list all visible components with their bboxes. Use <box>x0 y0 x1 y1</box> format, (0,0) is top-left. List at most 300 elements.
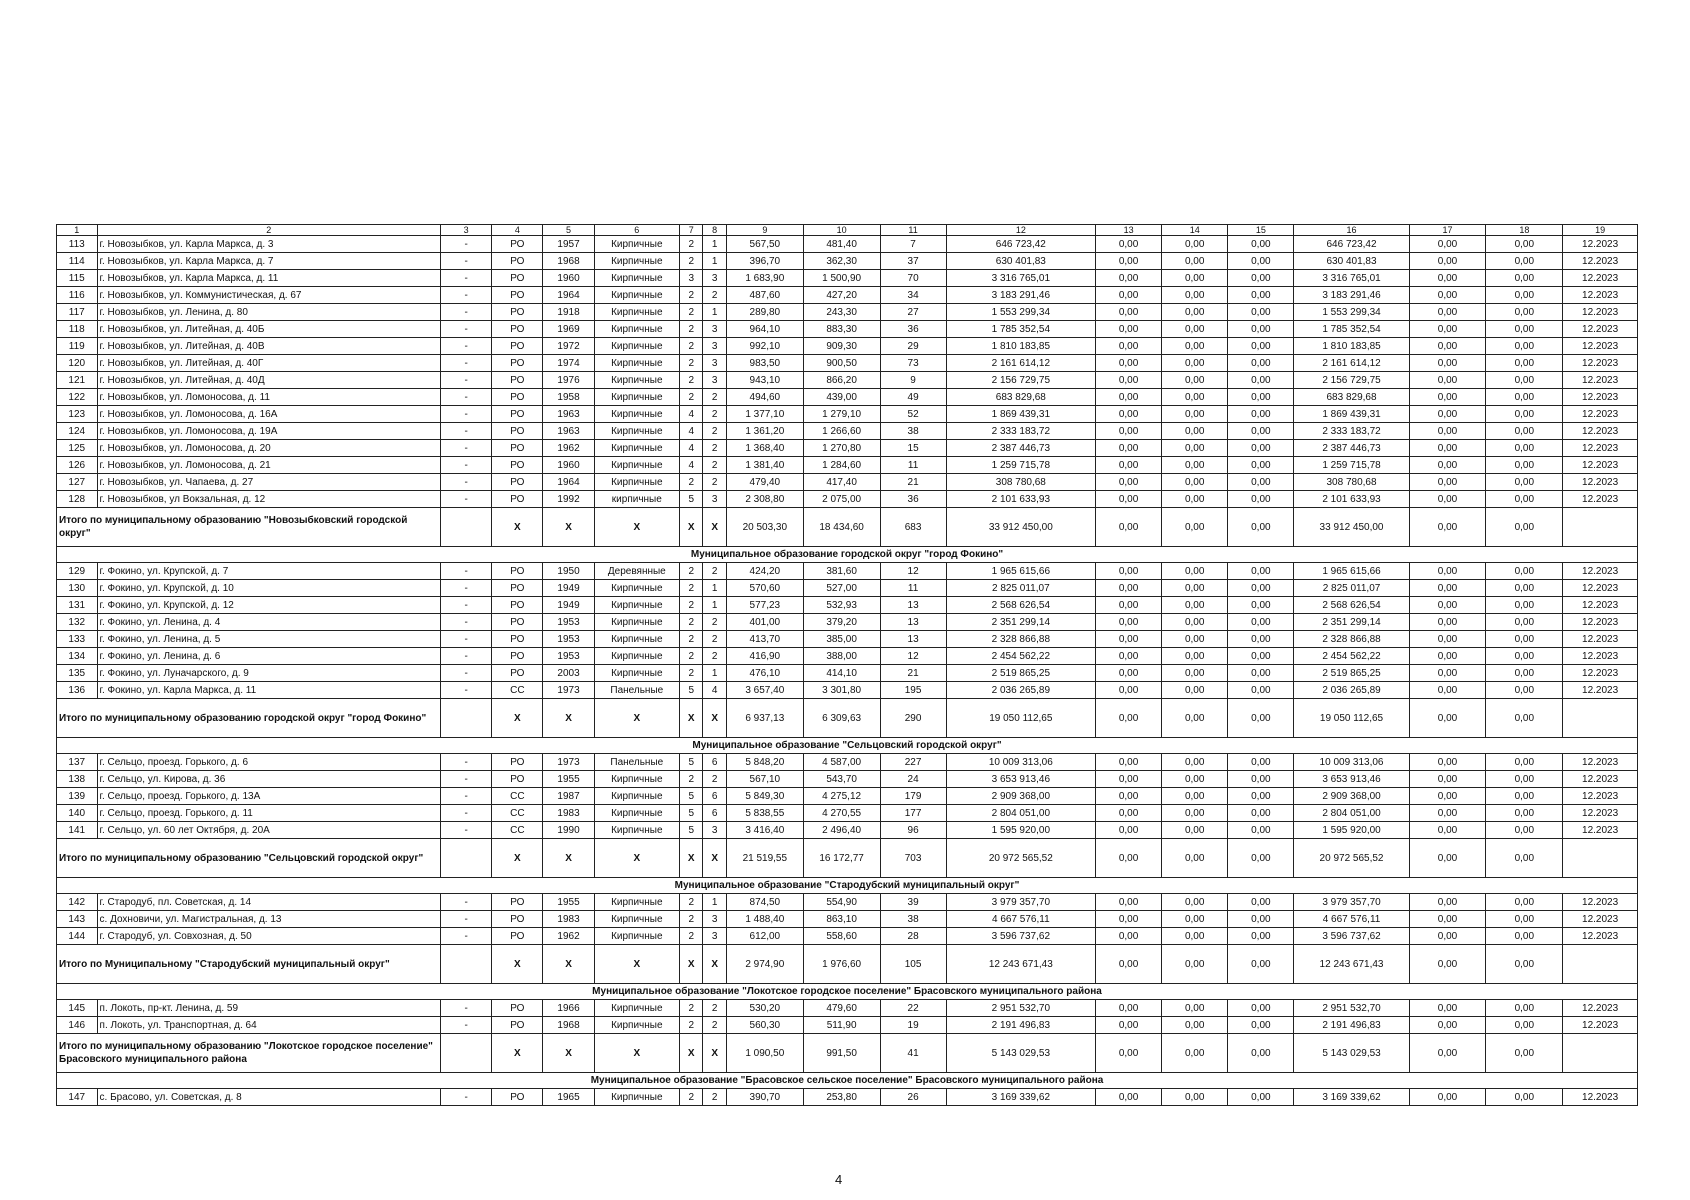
table-cell: 1 595 920,00 <box>1294 822 1409 839</box>
table-cell: 2 101 633,93 <box>1294 491 1409 508</box>
table-cell: 0,00 <box>1486 682 1563 699</box>
total-cell: X <box>543 508 594 547</box>
table-cell: Кирпичные <box>594 321 679 338</box>
table-cell: Кирпичные <box>594 389 679 406</box>
table-cell: 0,00 <box>1228 788 1294 805</box>
table-cell: 2 <box>679 928 702 945</box>
table-cell: 560,30 <box>726 1017 803 1034</box>
total-cell: 0,00 <box>1409 699 1486 738</box>
table-cell: - <box>441 270 492 287</box>
total-cell: X <box>543 839 594 878</box>
table-cell: 511,90 <box>803 1017 880 1034</box>
row-number-cell: 124 <box>57 423 98 440</box>
table-cell: РО <box>492 253 543 270</box>
table-cell: 0,00 <box>1228 423 1294 440</box>
table-cell: 476,10 <box>726 665 803 682</box>
table-cell: 4 275,12 <box>803 788 880 805</box>
table-cell: 0,00 <box>1486 355 1563 372</box>
table-cell: 1 785 352,54 <box>1294 321 1409 338</box>
table-cell: 21 <box>880 474 946 491</box>
table-cell: 38 <box>880 423 946 440</box>
table-cell: 1 553 299,34 <box>946 304 1095 321</box>
table-cell: 0,00 <box>1162 665 1228 682</box>
table-cell: 0,00 <box>1162 389 1228 406</box>
table-cell: 15 <box>880 440 946 457</box>
table-cell: 1968 <box>543 1017 594 1034</box>
table-cell: Кирпичные <box>594 631 679 648</box>
table-cell: 0,00 <box>1228 911 1294 928</box>
table-cell: 12.2023 <box>1563 894 1638 911</box>
table-cell: 1 595 920,00 <box>946 822 1095 839</box>
table-cell: - <box>441 1017 492 1034</box>
table-cell: 0,00 <box>1486 928 1563 945</box>
table-cell: 0,00 <box>1486 580 1563 597</box>
table-cell: 0,00 <box>1228 338 1294 355</box>
table-cell: 3 183 291,46 <box>1294 287 1409 304</box>
table-cell: РО <box>492 389 543 406</box>
table-cell: Кирпичные <box>594 1017 679 1034</box>
table-cell: 12.2023 <box>1563 372 1638 389</box>
table-cell: - <box>441 491 492 508</box>
table-row <box>57 270 1638 287</box>
table-cell: 2 161 614,12 <box>1294 355 1409 372</box>
table-cell: 646 723,42 <box>946 236 1095 253</box>
total-label: Итого по Муниципальному "Стародубский муниципальный округ" <box>57 945 441 984</box>
total-row <box>57 699 1638 738</box>
table-cell: 2 <box>703 1000 726 1017</box>
table-cell: 2 <box>703 563 726 580</box>
table-cell: - <box>441 236 492 253</box>
page-number: 4 <box>835 1172 843 1187</box>
table-cell: 24 <box>880 771 946 788</box>
table-cell: 0,00 <box>1162 423 1228 440</box>
table-cell: Кирпичные <box>594 911 679 928</box>
table-cell: 2 <box>679 474 702 491</box>
total-label: Итого по муниципальному образованию "Сельцовский городской округ" <box>57 839 441 878</box>
table-cell: 0,00 <box>1409 355 1486 372</box>
table-cell: 0,00 <box>1162 406 1228 423</box>
table-cell: 12.2023 <box>1563 805 1638 822</box>
building-register-table <box>56 224 1638 1106</box>
table-cell: Кирпичные <box>594 440 679 457</box>
table-cell: Кирпичные <box>594 355 679 372</box>
total-cell: 0,00 <box>1228 945 1294 984</box>
table-cell: 12 <box>880 563 946 580</box>
table-cell: 2 333 183,72 <box>1294 423 1409 440</box>
row-number-cell: 126 <box>57 457 98 474</box>
row-number-cell: 135 <box>57 665 98 682</box>
total-cell: 991,50 <box>803 1034 880 1073</box>
total-cell: X <box>543 945 594 984</box>
address-cell: г. Новозыбков, ул. Литейная, д. 40Д <box>97 372 441 389</box>
table-cell: 0,00 <box>1409 321 1486 338</box>
table-cell: 3 416,40 <box>726 822 803 839</box>
table-cell: 0,00 <box>1409 822 1486 839</box>
total-cell: X <box>679 1034 702 1073</box>
table-row <box>57 1089 1638 1106</box>
table-cell: 2 951 532,70 <box>1294 1000 1409 1017</box>
row-number-cell: 146 <box>57 1017 98 1034</box>
table-row <box>57 665 1638 682</box>
section-title-row <box>57 1073 1638 1089</box>
column-number-cell: 19 <box>1563 225 1638 236</box>
total-cell: 0,00 <box>1228 839 1294 878</box>
table-row <box>57 321 1638 338</box>
table-cell: Кирпичные <box>594 372 679 389</box>
table-cell: 4 667 576,11 <box>1294 911 1409 928</box>
table-cell: 0,00 <box>1096 771 1162 788</box>
table-cell: 2 328 866,88 <box>1294 631 1409 648</box>
table-cell: 2 <box>679 580 702 597</box>
row-number-cell: 139 <box>57 788 98 805</box>
table-cell: 487,60 <box>726 287 803 304</box>
table-cell: 12.2023 <box>1563 648 1638 665</box>
total-cell: 20 503,30 <box>726 508 803 547</box>
table-cell: 4 587,00 <box>803 754 880 771</box>
section-title-row <box>57 738 1638 754</box>
row-number-cell: 118 <box>57 321 98 338</box>
table-cell: РО <box>492 236 543 253</box>
table-cell: 2 <box>679 1000 702 1017</box>
address-cell: г. Новозыбков, ул. Литейная, д. 40В <box>97 338 441 355</box>
table-cell: 12.2023 <box>1563 822 1638 839</box>
table-cell: 4 <box>679 457 702 474</box>
table-cell: 2 191 496,83 <box>1294 1017 1409 1034</box>
address-cell: г. Новозыбков, ул. Чапаева, д. 27 <box>97 474 441 491</box>
table-cell: 1969 <box>543 321 594 338</box>
table-cell: 29 <box>880 338 946 355</box>
table-cell: 0,00 <box>1096 474 1162 491</box>
table-cell: 2 <box>703 631 726 648</box>
table-cell: 1 869 439,31 <box>946 406 1095 423</box>
table-cell: 396,70 <box>726 253 803 270</box>
column-number-cell: 8 <box>703 225 726 236</box>
total-cell: X <box>679 508 702 547</box>
total-cell: 12 243 671,43 <box>1294 945 1409 984</box>
column-number-cell: 13 <box>1096 225 1162 236</box>
table-cell: - <box>441 631 492 648</box>
total-row <box>57 945 1638 984</box>
table-cell: Кирпичные <box>594 236 679 253</box>
table-cell: Кирпичные <box>594 788 679 805</box>
table-cell: - <box>441 1000 492 1017</box>
total-cell: 19 050 112,65 <box>1294 699 1409 738</box>
row-number-cell: 143 <box>57 911 98 928</box>
table-cell: 2 075,00 <box>803 491 880 508</box>
table-cell: 1 279,10 <box>803 406 880 423</box>
column-number-cell: 1 <box>57 225 98 236</box>
table-cell: 0,00 <box>1162 754 1228 771</box>
section-title: Муниципальное образование "Брасовское сельское поселение" Брасовского муниципального района <box>57 1073 1638 1089</box>
address-cell: г. Сельцо, ул. 60 лет Октября, д. 20А <box>97 822 441 839</box>
total-cell: 0,00 <box>1162 945 1228 984</box>
table-cell: 5 <box>679 491 702 508</box>
total-cell: 0,00 <box>1228 699 1294 738</box>
table-cell: 34 <box>880 287 946 304</box>
row-number-cell: 144 <box>57 928 98 945</box>
table-cell: 0,00 <box>1096 355 1162 372</box>
table-cell: 0,00 <box>1096 491 1162 508</box>
table-cell: 0,00 <box>1228 754 1294 771</box>
table-cell: РО <box>492 771 543 788</box>
column-number-cell: 4 <box>492 225 543 236</box>
table-cell: 964,10 <box>726 321 803 338</box>
table-row <box>57 788 1638 805</box>
table-cell: 2 <box>679 355 702 372</box>
table-cell: 10 009 313,06 <box>1294 754 1409 771</box>
table-cell: 0,00 <box>1096 372 1162 389</box>
row-number-cell: 114 <box>57 253 98 270</box>
table-cell: 1 <box>703 665 726 682</box>
table-cell: 2 825 011,07 <box>946 580 1095 597</box>
total-cell: 19 050 112,65 <box>946 699 1095 738</box>
table-cell: 3 <box>703 321 726 338</box>
table-cell: 0,00 <box>1162 563 1228 580</box>
table-cell: 0,00 <box>1486 491 1563 508</box>
table-cell: 0,00 <box>1096 270 1162 287</box>
table-cell: 2 351 299,14 <box>1294 614 1409 631</box>
table-cell: 0,00 <box>1486 287 1563 304</box>
total-cell: X <box>492 699 543 738</box>
table-cell: 0,00 <box>1096 253 1162 270</box>
table-cell: 0,00 <box>1409 771 1486 788</box>
table-cell: РО <box>492 491 543 508</box>
table-cell: 866,20 <box>803 372 880 389</box>
table-cell: 3 <box>703 270 726 287</box>
table-cell: 0,00 <box>1162 304 1228 321</box>
table-cell: 2 351 299,14 <box>946 614 1095 631</box>
table-cell: 0,00 <box>1228 304 1294 321</box>
table-cell: 2 <box>703 423 726 440</box>
table-cell: 4 <box>703 682 726 699</box>
table-row <box>57 805 1638 822</box>
table-cell: 0,00 <box>1228 406 1294 423</box>
column-number-cell: 5 <box>543 225 594 236</box>
total-cell: 5 143 029,53 <box>1294 1034 1409 1073</box>
table-cell: 0,00 <box>1486 648 1563 665</box>
column-number-cell: 17 <box>1409 225 1486 236</box>
table-row <box>57 771 1638 788</box>
table-cell: РО <box>492 440 543 457</box>
total-cell: X <box>594 945 679 984</box>
table-cell: Кирпичные <box>594 822 679 839</box>
table-cell: 883,30 <box>803 321 880 338</box>
table-cell: 5 <box>679 805 702 822</box>
table-cell: 0,00 <box>1409 894 1486 911</box>
table-cell: РО <box>492 423 543 440</box>
table-cell: 4 667 576,11 <box>946 911 1095 928</box>
table-cell: 2 101 633,93 <box>946 491 1095 508</box>
table-cell: 3 596 737,62 <box>946 928 1095 945</box>
address-cell: г. Новозыбков, ул. Карла Маркса, д. 3 <box>97 236 441 253</box>
table-cell: 4 <box>679 406 702 423</box>
address-cell: г. Фокино, ул. Крупской, д. 10 <box>97 580 441 597</box>
table-cell: кирпичные <box>594 491 679 508</box>
table-cell: 909,30 <box>803 338 880 355</box>
row-number-cell: 133 <box>57 631 98 648</box>
column-number-cell: 11 <box>880 225 946 236</box>
table-cell: 12.2023 <box>1563 682 1638 699</box>
table-row <box>57 580 1638 597</box>
table-cell: РО <box>492 338 543 355</box>
table-cell: 0,00 <box>1409 928 1486 945</box>
table-cell: РО <box>492 754 543 771</box>
table-cell: 2 804 051,00 <box>946 805 1095 822</box>
address-cell: г. Новозыбков, ул. Ломоносова, д. 16А <box>97 406 441 423</box>
table-cell: 2 <box>703 474 726 491</box>
table-row <box>57 911 1638 928</box>
table-cell: 6 <box>703 788 726 805</box>
table-cell: 5 849,30 <box>726 788 803 805</box>
table-cell: 0,00 <box>1409 270 1486 287</box>
table-cell: 6 <box>703 805 726 822</box>
table-cell: 1 270,80 <box>803 440 880 457</box>
table-cell: РО <box>492 270 543 287</box>
table-row <box>57 491 1638 508</box>
table-cell: 3 596 737,62 <box>1294 928 1409 945</box>
table-cell: 12.2023 <box>1563 355 1638 372</box>
table-cell: 12.2023 <box>1563 440 1638 457</box>
total-cell: 6 309,63 <box>803 699 880 738</box>
table-cell: 3 <box>703 822 726 839</box>
total-cell: 0,00 <box>1486 699 1563 738</box>
table-cell: 0,00 <box>1486 665 1563 682</box>
table-cell: 1949 <box>543 597 594 614</box>
table-cell: 22 <box>880 1000 946 1017</box>
table-cell: 1 810 183,85 <box>946 338 1095 355</box>
row-number-cell: 117 <box>57 304 98 321</box>
row-number-cell: 132 <box>57 614 98 631</box>
table-cell: - <box>441 614 492 631</box>
table-cell: 12.2023 <box>1563 754 1638 771</box>
total-cell: 0,00 <box>1409 945 1486 984</box>
total-cell: 20 972 565,52 <box>946 839 1095 878</box>
table-cell: Кирпичные <box>594 287 679 304</box>
table-cell: 0,00 <box>1409 665 1486 682</box>
column-number-row <box>57 225 1638 236</box>
table-cell: - <box>441 321 492 338</box>
table-cell: 2 <box>679 253 702 270</box>
table-cell: 417,40 <box>803 474 880 491</box>
table-cell: 6 <box>703 754 726 771</box>
table-cell: 3 653 913,46 <box>1294 771 1409 788</box>
table-cell: 12 <box>880 648 946 665</box>
total-cell: 0,00 <box>1096 1034 1162 1073</box>
table-cell: 943,10 <box>726 372 803 389</box>
table-cell: 0,00 <box>1096 754 1162 771</box>
table-cell: 1962 <box>543 440 594 457</box>
table-cell: 381,60 <box>803 563 880 580</box>
table-cell: 0,00 <box>1228 253 1294 270</box>
table-cell: РО <box>492 457 543 474</box>
table-cell: 0,00 <box>1486 894 1563 911</box>
table-cell: 0,00 <box>1486 597 1563 614</box>
table-cell: 0,00 <box>1096 682 1162 699</box>
table-cell: 0,00 <box>1486 563 1563 580</box>
table-row <box>57 457 1638 474</box>
table-cell: 1 <box>703 597 726 614</box>
table-cell: 0,00 <box>1162 614 1228 631</box>
address-cell: г. Фокино, ул. Крупской, д. 12 <box>97 597 441 614</box>
table-cell: Кирпичные <box>594 1000 679 1017</box>
table-cell: - <box>441 1089 492 1106</box>
total-cell: 703 <box>880 839 946 878</box>
table-cell: Кирпичные <box>594 648 679 665</box>
address-cell: г. Новозыбков, ул. Коммунистическая, д. 67 <box>97 287 441 304</box>
table-cell: 0,00 <box>1162 822 1228 839</box>
total-cell <box>441 945 492 984</box>
table-cell: 1968 <box>543 253 594 270</box>
table-cell: 5 <box>679 822 702 839</box>
table-cell: РО <box>492 631 543 648</box>
table-cell: 0,00 <box>1096 805 1162 822</box>
table-cell: 0,00 <box>1486 338 1563 355</box>
table-cell: 12.2023 <box>1563 389 1638 406</box>
table-cell: 1965 <box>543 1089 594 1106</box>
table-row <box>57 474 1638 491</box>
table-cell: 2 <box>703 1089 726 1106</box>
total-cell: 1 090,50 <box>726 1034 803 1073</box>
table-cell: 0,00 <box>1486 1017 1563 1034</box>
row-number-cell: 116 <box>57 287 98 304</box>
table-cell: 1 284,60 <box>803 457 880 474</box>
table-cell: 0,00 <box>1228 928 1294 945</box>
total-cell <box>441 508 492 547</box>
table-cell: 28 <box>880 928 946 945</box>
address-cell: г. Стародуб, пл. Советская, д. 14 <box>97 894 441 911</box>
table-cell: РО <box>492 321 543 338</box>
table-cell: 5 848,20 <box>726 754 803 771</box>
address-cell: г. Сельцо, проезд. Горького, д. 11 <box>97 805 441 822</box>
table-cell: 0,00 <box>1228 597 1294 614</box>
table-cell: 388,00 <box>803 648 880 665</box>
table-row <box>57 355 1638 372</box>
column-number-cell: 14 <box>1162 225 1228 236</box>
table-cell: 3 979 357,70 <box>946 894 1095 911</box>
total-cell: X <box>594 699 679 738</box>
table-cell: 12.2023 <box>1563 631 1638 648</box>
table-cell: 12.2023 <box>1563 1089 1638 1106</box>
table-cell: 3 183 291,46 <box>946 287 1095 304</box>
table-cell: 0,00 <box>1228 614 1294 631</box>
table-cell: 0,00 <box>1228 805 1294 822</box>
table-cell: 39 <box>880 894 946 911</box>
column-number-cell: 10 <box>803 225 880 236</box>
table-cell: 0,00 <box>1162 236 1228 253</box>
table-cell: 0,00 <box>1162 805 1228 822</box>
table-cell: 12.2023 <box>1563 491 1638 508</box>
table-cell: 0,00 <box>1162 355 1228 372</box>
table-cell: 1962 <box>543 928 594 945</box>
column-number-cell: 3 <box>441 225 492 236</box>
table-cell: - <box>441 563 492 580</box>
table-cell: Кирпичные <box>594 805 679 822</box>
table-cell: 0,00 <box>1486 372 1563 389</box>
address-cell: г. Новозыбков, ул. Ленина, д. 80 <box>97 304 441 321</box>
table-cell: 0,00 <box>1096 457 1162 474</box>
table-cell: 0,00 <box>1162 928 1228 945</box>
table-cell: Кирпичные <box>594 580 679 597</box>
row-number-cell: 115 <box>57 270 98 287</box>
table-cell: 11 <box>880 457 946 474</box>
table-cell: 12.2023 <box>1563 580 1638 597</box>
table-cell: 0,00 <box>1096 304 1162 321</box>
row-number-cell: 120 <box>57 355 98 372</box>
table-cell: 0,00 <box>1409 1000 1486 1017</box>
table-cell: Кирпичные <box>594 406 679 423</box>
table-cell: 1960 <box>543 457 594 474</box>
table-row <box>57 253 1638 270</box>
